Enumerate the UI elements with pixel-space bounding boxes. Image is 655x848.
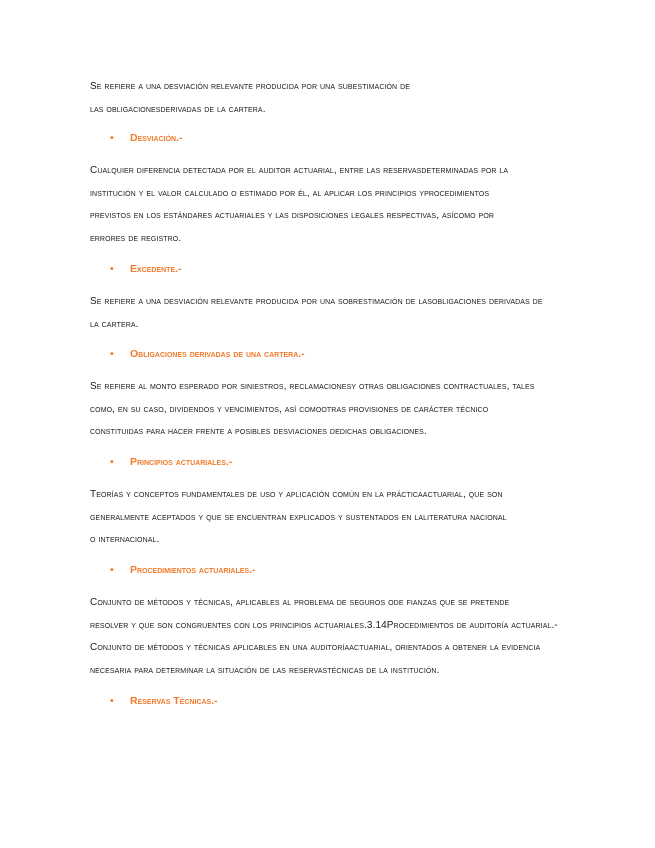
text-line: generalmente aceptados y que se encuentran explicados y sustentados en laliteratura nacional bbox=[90, 511, 507, 523]
text-line: Se refiere a una desviación relevante producida por una subestimación de bbox=[90, 81, 411, 92]
bullet-obligaciones bbox=[110, 348, 305, 360]
text-line: o internacional. bbox=[90, 534, 160, 545]
bullet-reservas bbox=[110, 695, 218, 707]
bullet-label: Obligaciones derivadas de una cartera.- bbox=[130, 348, 305, 360]
paragraph-principios bbox=[90, 484, 570, 552]
text-line: las obligacionesderivadas de la cartera. bbox=[90, 103, 266, 115]
text-line: Teorías y conceptos fundamentales de uso y aplicación común en la prácticaactuarial, que son bbox=[90, 489, 503, 500]
text-line: institución y el valor calculado o estimado por él, al aplicar los principios yprocedimientos bbox=[90, 187, 490, 199]
bullet-icon: • bbox=[110, 263, 114, 275]
paragraph-desviacion bbox=[90, 160, 570, 250]
text-line: errores de registro. bbox=[90, 232, 182, 244]
text-line: constituidas para hacer frente a posibles desviaciones dedichas obligaciones. bbox=[90, 426, 427, 437]
bullet-icon: • bbox=[110, 132, 114, 144]
text-line: Conjunto de métodos y técnicas aplicables en una auditoríaactuarial, orientados a obtener la evidencia bbox=[90, 642, 541, 653]
paragraph-excedente bbox=[90, 291, 570, 336]
paragraph-procedimientos bbox=[90, 592, 570, 682]
text-line: Se refiere al monto esperado por siniestros, reclamacionesy otras obligaciones contractuales, tales bbox=[90, 381, 535, 392]
paragraph-subestimacion bbox=[90, 76, 570, 121]
bullet-label: Desviación.- bbox=[130, 132, 183, 144]
bullet-icon: • bbox=[110, 695, 114, 707]
bullet-principios bbox=[110, 456, 232, 468]
bullet-label: Principios actuariales.- bbox=[130, 456, 233, 468]
bullet-icon: • bbox=[110, 564, 114, 576]
paragraph-obligaciones bbox=[90, 376, 570, 444]
text-line: la cartera. bbox=[90, 318, 139, 330]
bullet-excedente bbox=[110, 263, 182, 275]
text-line: como, en su caso, dividendos y vencimientos, así comootras provisiones de carácter técnico bbox=[90, 403, 489, 415]
bullet-icon: • bbox=[110, 348, 114, 360]
text-line: Cualquier diferencia detectada por el auditor actuarial, entre las reservasdeterminadas por la bbox=[90, 165, 509, 176]
text-line: Conjunto de métodos y técnicas, aplicables al problema de seguros ode fianzas que se pretende bbox=[90, 597, 510, 608]
text-line: Se refiere a una desviación relevante producida por una sobrestimación de lasobligaciones derivadas de bbox=[90, 296, 543, 307]
bullet-desviacion bbox=[110, 132, 183, 144]
bullet-label: Reservas Técnicas.- bbox=[130, 695, 218, 707]
bullet-icon: • bbox=[110, 456, 114, 468]
bullet-label: Procedimientos actuariales.- bbox=[130, 564, 256, 576]
text-line: previstos en los estándares actuariales y las disposiciones legales respectivas, asícomo por bbox=[90, 210, 495, 221]
text-line: resolver y que son congruentes con los principios actuariales.3.14Procedimientos de auditoría actuarial.- bbox=[90, 619, 558, 631]
text-line: necesaria para determinar la situación de las reservastécnicas de la institución. bbox=[90, 664, 440, 676]
bullet-procedimientos bbox=[110, 564, 256, 576]
bullet-label: Excedente.- bbox=[130, 263, 182, 275]
